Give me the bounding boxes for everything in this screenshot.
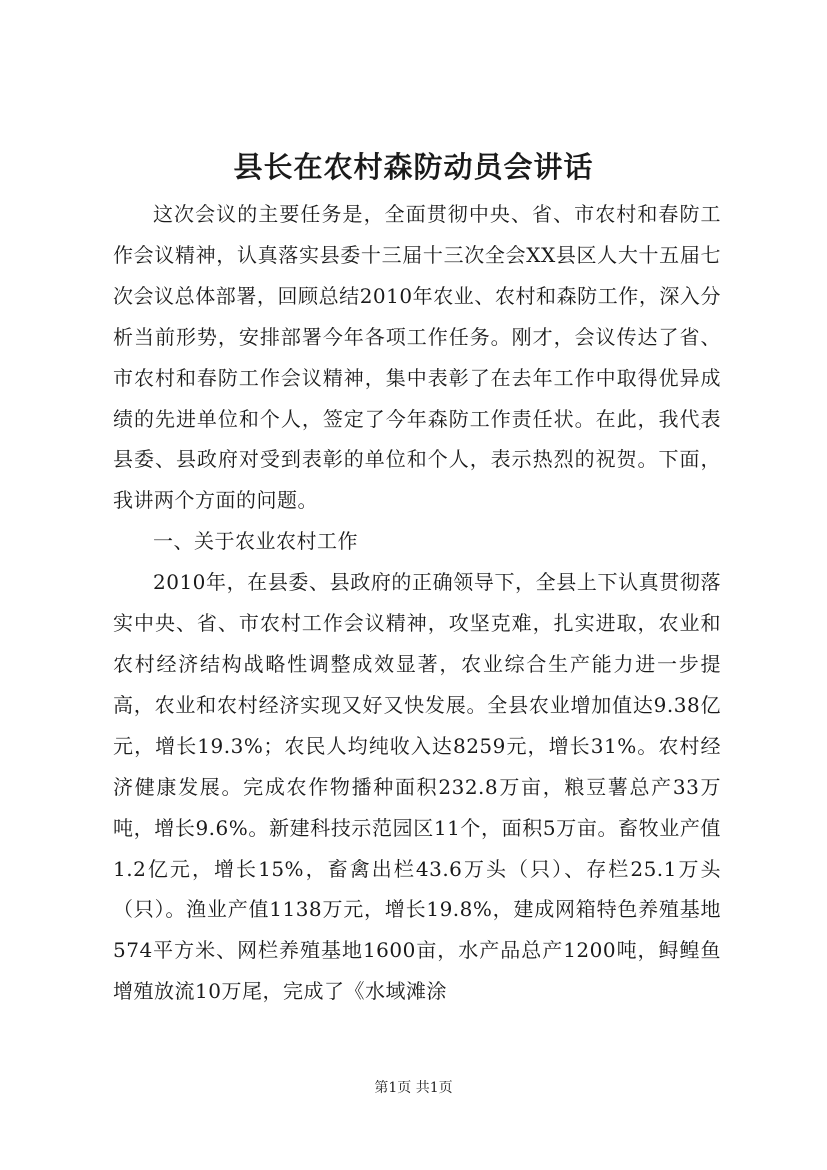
page-footer: 第1页 共1页	[374, 1080, 453, 1096]
document-body	[113, 194, 721, 1012]
paragraph-agriculture: 2010年，在县委、县政府的正确领导下，全县上下认真贯彻落实中央、省、市农村工作会议精神，攻坚克难，扎实进取，农业和农村经济结构战略性调整成效显著，农业综合生产能力进一步提高，农业和农村经济实现又好又快发展。全县农业增加值达9.38亿元，增长19.3%；农民人均纯收入达8259元，增长31%。农村经济健康发展。完成农作物播种面积232.8万亩，粮豆薯总产33万吨，增长9.6%。新建科技示范园区11个，面积5万亩。畜牧业产值1.2亿元，增长15%，畜禽出栏43.6万头（只）、存栏25.1万头（只）。渔业产值1138万元，增长19.8%，建成网箱特色养殖基地574平方米、网栏养殖基地1600亩，水产品总产1200吨，鲟鳇鱼增殖放流10万尾，完成了《水域滩涂	[113, 570, 721, 1004]
document-title: 县长在农村森防动员会讲话	[233, 150, 594, 184]
section-heading: 一、关于农业农村工作	[153, 529, 358, 554]
paragraph-intro: 这次会议的主要任务是，全面贯彻中央、省、市农村和春防工作会议精神，认真落实县委十三届十三次全会XX县区人大十五届七次会议总体部署，回顾总结2010年农业、农村和森防工作，深入分析当前形势，安排部署今年各项工作任务。刚才，会议传达了省、市农村和春防工作会议精神，集中表彰了在去年工作中取得优异成绩的先进单位和个人，签定了今年森防工作责任状。在此，我代表县委、县政府对受到表彰的单位和个人，表示热烈的祝贺。下面，我讲两个方面的问题。	[113, 202, 721, 513]
